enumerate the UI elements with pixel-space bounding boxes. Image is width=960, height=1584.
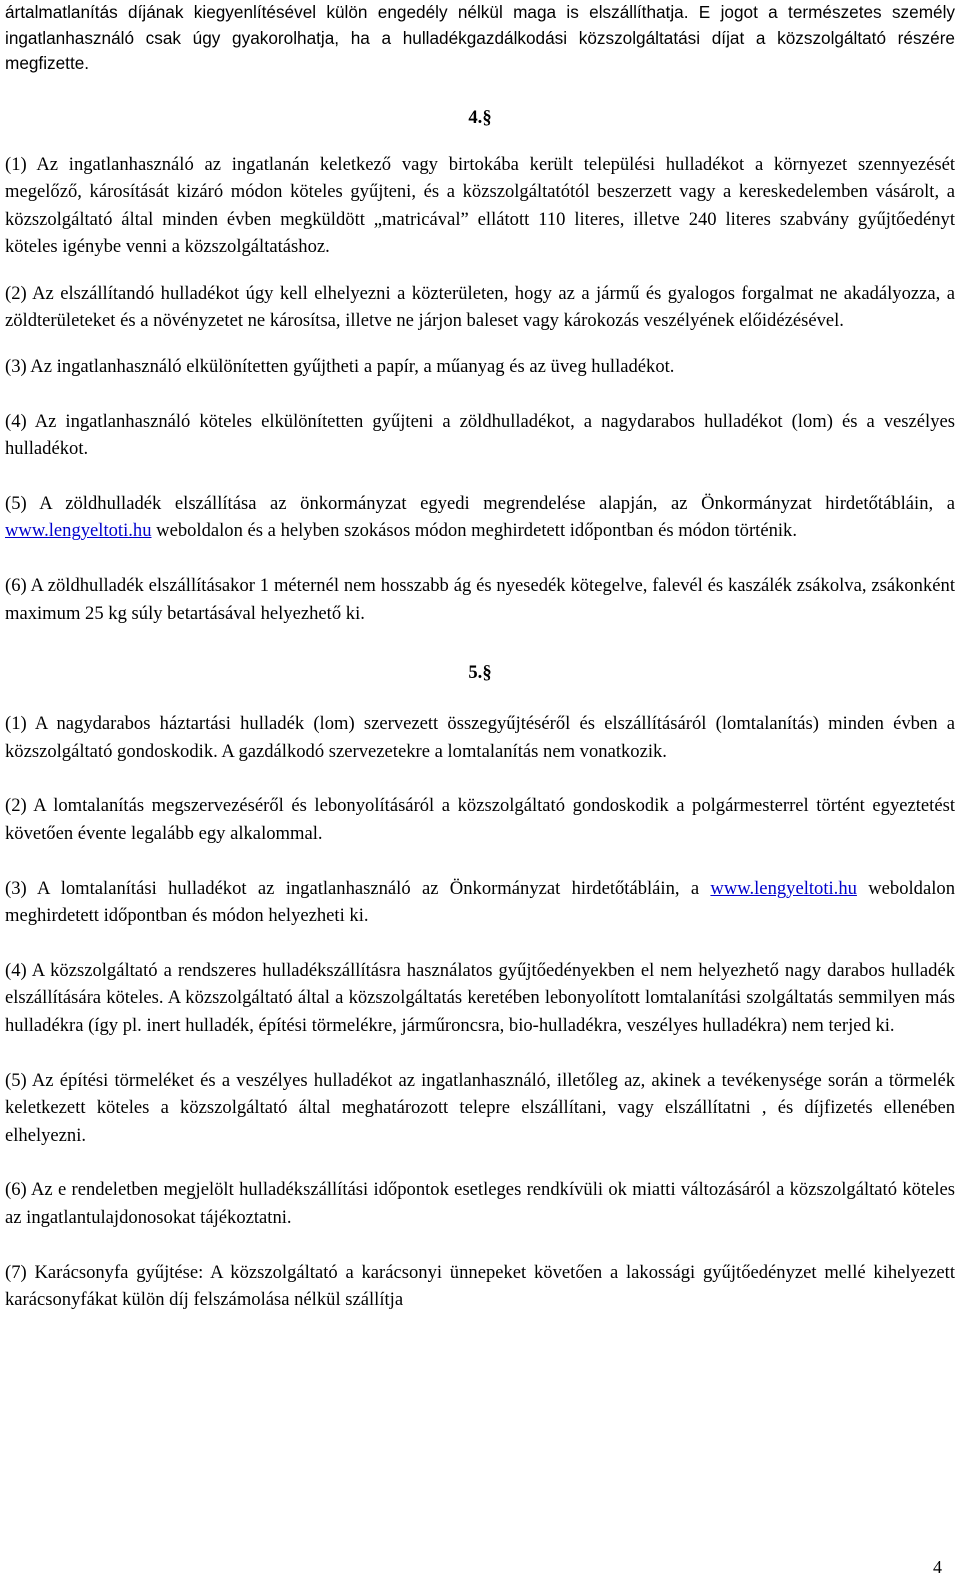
s5-paragraph-3 — [5, 875, 955, 930]
s5-p3-text-a: (3) A lomtalanítási hulladékot az ingatlanhasználó az Önkormányzat hirdetőtábláin, a — [5, 877, 711, 899]
s4-p5-text-a: (5) A zöldhulladék elszállítása az önkormányzat egyedi megrendelése alapján, az Önkormányzat hirdetőtábláin, a — [5, 492, 955, 514]
s4-paragraph-1: (1) Az ingatlanhasználó az ingatlanán keletkező vagy birtokába került települési hulladékot a környezet szennyezését megelőző, károsítását kizáró módon köteles gyűjteni, és a közszolgáltatótól beszerzett vagy a kereskedelemben vásárolt, a közszolgáltató által minden évben megküldött „matricával” ellátott 110 literes, illetve 240 literes szabvány gyűjtőedényt köteles igénybe venni a közszolgáltatáshoz. — [5, 153, 955, 258]
s4-p5-text-b: weboldalon és a helyben szokásos módon meghirdetett időpontban és módon történik. — [151, 520, 797, 542]
intro-paragraph: ártalmatlanítás díjának kiegyenlítésével külön engedély nélkül maga is elszállíthatja. E jogot a természetes személy ingatlanhasználó csak úgy gyakorolhatja, ha a hulladékgazdálkodási közszolgáltatási díjat a közszolgáltató részére megfizette. — [5, 2, 955, 73]
section-5-heading: 5.§ — [468, 662, 492, 684]
website-link[interactable]: www.lengyeltoti.hu — [710, 877, 857, 899]
document-page — [5, 0, 955, 1584]
s5-paragraph-5: (5) Az építési törmeléket és a veszélyes hulladékot az ingatlanhasználó, illetőleg az, akinek a tevékenysége során a törmelék keletkezett köteles a közszolgáltató által meghatározott telepre elszállítani, vagy elszállítatni , és díjfizetés ellenében elhelyezni. — [5, 1069, 955, 1146]
s4-paragraph-3: (3) Az ingatlanhasználó elkülönítetten gyűjtheti a papír, a műanyag és az üveg hulladékot. — [5, 356, 675, 378]
website-link[interactable]: www.lengyeltoti.hu — [5, 520, 152, 542]
s4-paragraph-5 — [5, 490, 955, 545]
s4-paragraph-2: (2) Az elszállítandó hulladékot úgy kell elhelyezni a közterületen, hogy az a jármű és gyalogos forgalmat ne akadályozza, a zöldterületeket és a növényzetet ne károsítsa, illetve ne járjon baleset vagy károkozás veszélyének előidézésével. — [5, 282, 955, 332]
s4-paragraph-6: (6) A zöldhulladék elszállításakor 1 méternél nem hosszabb ág és nyesedék kötegelve, falevél és kaszálék zsákolva, zsákonként maximum 25 kg súly betartásával helyezhető ki. — [5, 575, 955, 624]
s5-p3-text-b: weboldalon meghirdetett időpontban és módon helyezheti ki. — [5, 877, 955, 927]
section-4-heading: 4.§ — [468, 106, 492, 128]
s5-paragraph-1: (1) A nagydarabos háztartási hulladék (lom) szervezett összegyűjtéséről és elszállításáról (lomtalanítás) minden évben a közszolgáltató gondoskodik. A gazdálkodó szervezetekre a lomtalanítás nem vonatkozik. — [5, 713, 955, 762]
s5-paragraph-7: (7) Karácsonyfa gyűjtése: A közszolgáltató a karácsonyi ünnepeket követően a lakossági gyűjtőedényzet mellé kihelyezett karácsonyfákat külön díj felszámolása nélkül szállítja — [5, 1261, 955, 1311]
s4-paragraph-4: (4) Az ingatlanhasználó köteles elkülönítetten gyűjteni a zöldhulladékot, a nagydarabos hulladékot (lom) és a veszélyes hulladékot. — [5, 410, 955, 460]
s5-paragraph-6: (6) Az e rendeletben megjelölt hulladékszállítási időpontok esetleges rendkívüli ok miatti változásáról a közszolgáltató köteles az ingatlantulajdonosokat tájékoztatni. — [5, 1179, 955, 1228]
s5-paragraph-4: (4) A közszolgáltató a rendszeres hulladékszállításra használatos gyűjtőedényekben el nem helyezhető nagy darabos hulladék elszállítására köteles. A közszolgáltató által a közszolgáltatás keretében lebonyolított lomtalanítási szolgáltatás semmilyen más hulladékra (így pl. inert hulladék, építési törmelékre, járműroncsra, bio-hulladékra, veszélyes hulladékra) nem terjed ki. — [5, 959, 955, 1036]
s5-paragraph-2: (2) A lomtalanítás megszervezéséről és lebonyolításáról a közszolgáltató gondoskodik a polgármesterrel történt egyeztetést követően évente legalább egy alkalommal. — [5, 795, 955, 844]
page-number: 4 — [933, 1557, 942, 1578]
